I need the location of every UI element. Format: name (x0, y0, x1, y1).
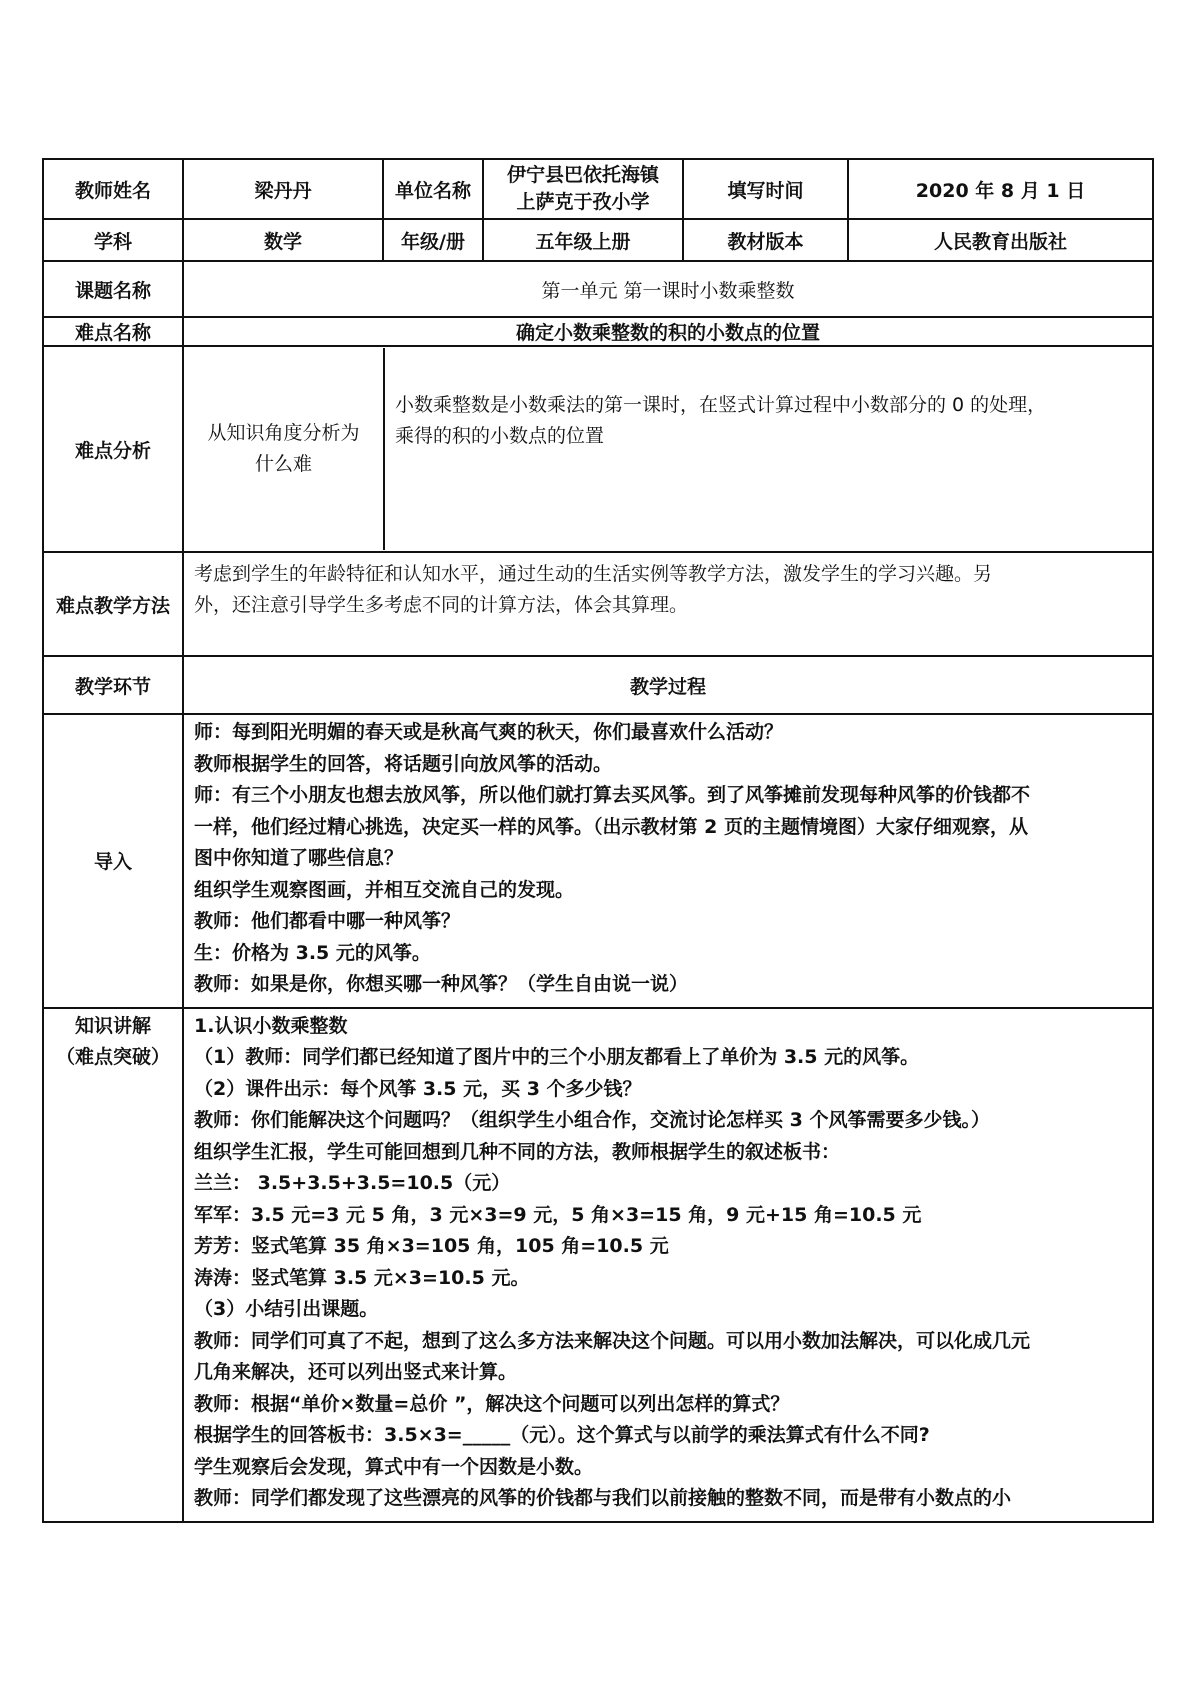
analysis-inner-table (184, 348, 1152, 550)
knowledge-line: 教师：同学们都发现了这些漂亮的风筝的价钱都与我们以前接触的整数不同，而是带有小数点的小 (194, 1487, 1012, 1509)
knowledge-line: （3）小结引出课题。 (194, 1298, 379, 1320)
intro-line: 教师：他们都看中哪一种风筝？ (194, 910, 461, 932)
edition-value: 人民教育出版社 (848, 219, 1153, 261)
analysis-text-line1: 小数乘整数是小数乘法的第一课时，在竖式计算过程中小数部分的 0 的处理， (395, 394, 1047, 416)
subject-row (43, 219, 1153, 261)
lesson-plan-page (42, 158, 1152, 1523)
unit-label: 单位名称 (383, 159, 483, 219)
intro-line: 教师根据学生的回答，将话题引向放风筝的活动。 (194, 752, 613, 775)
teacher-label: 教师姓名 (43, 159, 183, 219)
unit-name-line2: 上萨克于孜小学 (516, 191, 650, 213)
method-row (43, 552, 1153, 656)
knowledge-line: 学生观察后会发现，算式中有一个因数是小数。 (194, 1455, 594, 1478)
intro-label: 导入 (43, 714, 183, 1008)
method-text-line2: 外，还注意引导学生多考虑不同的计算方法，体会其算理。 (194, 594, 689, 616)
knowledge-line: 军军：3.5 元=3 元 5 角，3 元×3=9 元，5 角×3=15 角，9 元+15 角=10.5 元 (194, 1203, 922, 1226)
process-header-row (43, 656, 1153, 714)
intro-line: 生：价格为 3.5 元的风筝。 (194, 941, 431, 964)
topic-label: 课题名称 (43, 261, 183, 317)
analysis-sub-label (184, 348, 384, 550)
unit-name-line1: 伊宁县巴依托海镇 (506, 164, 659, 186)
process-label: 教学过程 (183, 656, 1153, 714)
intro-row (43, 714, 1153, 1008)
method-label: 难点教学方法 (43, 552, 183, 656)
analysis-text (384, 348, 1152, 550)
method-text (183, 552, 1153, 656)
analysis-text-line2: 乘得的积的小数点的位置 (395, 425, 605, 447)
analysis-content (183, 346, 1153, 552)
intro-line: 组织学生观察图画，并相互交流自己的发现。 (194, 878, 575, 901)
difficulty-label: 难点名称 (43, 317, 183, 346)
knowledge-line: 根据学生的回答板书：3.5×3=_____（元）。这个算式与以前学的乘法算式有什么不同? (194, 1424, 930, 1446)
knowledge-line: 组织学生汇报，学生可能回想到几种不同的方法，教师根据学生的叙述板书： (194, 1140, 841, 1163)
header-row (43, 159, 1153, 219)
edition-label: 教材版本 (683, 219, 848, 261)
intro-line: 图中你知道了哪些信息？ (194, 847, 404, 869)
topic-value: 第一单元 第一课时小数乘整数 (183, 261, 1153, 317)
knowledge-label-line1: 知识讲解 (74, 1014, 151, 1037)
knowledge-row (43, 1008, 1153, 1522)
knowledge-line: 教师：你们能解决这个问题吗？（组织学生小组合作，交流讨论怎样买 3 个风筝需要多少钱。） (194, 1109, 990, 1131)
knowledge-line: 教师：同学们可真了不起，想到了这么多方法来解决这个问题。可以用小数加法解决，可以化成几元 (194, 1329, 1031, 1352)
date-value: 2020 年 8 月 1 日 (848, 159, 1153, 219)
intro-content (183, 714, 1153, 1008)
intro-line: 师：每到阳光明媚的春天或是秋高气爽的秋天，你们最喜欢什么活动？ (194, 721, 784, 743)
knowledge-line: 教师：根据“单价×数量=总价 ”，解决这个问题可以列出怎样的算式？ (194, 1392, 790, 1415)
knowledge-line: （2）课件出示：每个风筝 3.5 元，买 3 个多少钱？ (194, 1077, 642, 1100)
intro-line: 一样，他们经过精心挑选，决定买一样的风筝。（出示教材第 2 页的主题情境图）大家仔细观察，从 (194, 815, 1028, 838)
knowledge-line: 1.认识小数乘整数 (194, 1014, 348, 1037)
subject-value: 数学 (183, 219, 383, 261)
difficulty-value: 确定小数乘整数的积的小数点的位置 (183, 317, 1153, 346)
teacher-name: 梁丹丹 (183, 159, 383, 219)
knowledge-line: 兰兰： 3.5+3.5+3.5=10.5（元） (194, 1172, 511, 1194)
knowledge-label-line2: （难点突破） (55, 1045, 170, 1068)
knowledge-line: 芳芳：竖式笔算 35 角×3=105 角，105 角=10.5 元 (194, 1235, 669, 1257)
date-label: 填写时间 (683, 159, 848, 219)
difficulty-row (43, 317, 1153, 346)
topic-row (43, 261, 1153, 317)
stage-label: 教学环节 (43, 656, 183, 714)
analysis-sub-label-line1: 从知识角度分析为 (207, 422, 360, 444)
intro-line: 教师：如果是你，你想买哪一种风筝？（学生自由说一说） (194, 973, 689, 995)
knowledge-label (43, 1008, 183, 1522)
lesson-plan-table (42, 158, 1154, 1523)
knowledge-line: （1）教师：同学们都已经知道了图片中的三个小朋友都看上了单价为 3.5 元的风筝。 (194, 1046, 920, 1068)
grade-value: 五年级上册 (483, 219, 683, 261)
grade-label: 年级/册 (383, 219, 483, 261)
unit-name (483, 159, 683, 219)
knowledge-line: 涛涛：竖式笔算 3.5 元×3=10.5 元。 (194, 1266, 530, 1289)
analysis-sub-label-line2: 什么难 (254, 453, 312, 475)
intro-line: 师：有三个小朋友也想去放风筝，所以他们就打算去买风筝。到了风筝摊前发现每种风筝的价钱都不 (194, 784, 1031, 806)
knowledge-line: 几角来解决，还可以列出竖式来计算。 (194, 1361, 518, 1383)
analysis-label: 难点分析 (43, 346, 183, 552)
method-text-line1: 考虑到学生的年龄特征和认知水平，通过生动的生活实例等教学方法，激发学生的学习兴趣。另 (194, 563, 993, 585)
subject-label: 学科 (43, 219, 183, 261)
knowledge-content (183, 1008, 1153, 1522)
analysis-row (43, 346, 1153, 552)
